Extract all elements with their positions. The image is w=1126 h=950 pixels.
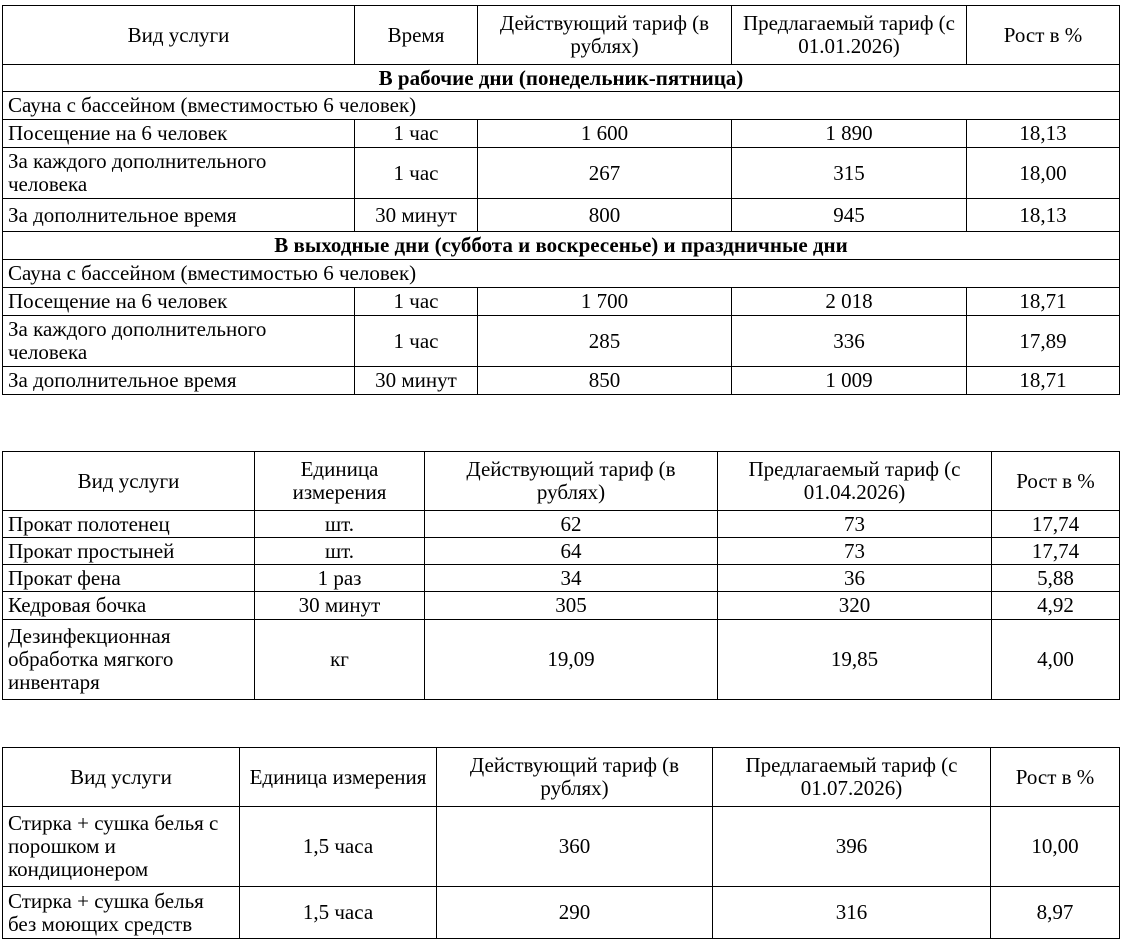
cell-unit: 1,5 часа (240, 887, 437, 939)
cell-time: 1 час (355, 316, 478, 367)
cell-growth: 10,00 (991, 807, 1120, 887)
table-row (3, 538, 1120, 565)
table-row (3, 288, 1120, 316)
cell-proposed: 1 890 (732, 120, 967, 148)
table-row (3, 199, 1120, 232)
table-row (3, 316, 1120, 367)
cell-unit: 1 раз (255, 565, 425, 592)
section-row (3, 232, 1120, 260)
cell-proposed: 73 (718, 511, 992, 538)
cell-current: 64 (425, 538, 718, 565)
cell-growth: 18,71 (967, 288, 1120, 316)
table-row (3, 120, 1120, 148)
header-current-tariff: Действующий тариф (в рублях) (425, 452, 718, 511)
cell-proposed: 396 (713, 807, 991, 887)
cell-growth: 4,00 (992, 620, 1120, 700)
section-weekends: В выходные дни (суббота и воскресенье) и праздничные дни (3, 232, 1120, 260)
section-weekdays: В рабочие дни (понедельник-пятница) (3, 65, 1120, 92)
table-row (3, 148, 1120, 199)
table-row (3, 620, 1120, 700)
table-row (3, 807, 1120, 887)
group-label: Сауна с бассейном (вместимостью 6 человек) (3, 260, 1120, 288)
cell-current: 1 700 (478, 288, 732, 316)
cell-unit: кг (255, 620, 425, 700)
table-header-row (3, 452, 1120, 511)
cell-proposed: 1 009 (732, 367, 967, 395)
cell-proposed: 36 (718, 565, 992, 592)
cell-current: 1 600 (478, 120, 732, 148)
cell-current: 62 (425, 511, 718, 538)
tariff-table-sauna (2, 5, 1120, 395)
tariff-table-laundry (2, 747, 1120, 939)
header-unit: Единица измерения (255, 452, 425, 511)
cell-growth: 18,00 (967, 148, 1120, 199)
cell-time: 30 минут (355, 199, 478, 232)
cell-service: Прокат полотенец (3, 511, 255, 538)
cell-growth: 17,89 (967, 316, 1120, 367)
cell-proposed: 315 (732, 148, 967, 199)
cell-time: 1 час (355, 148, 478, 199)
table-row (3, 887, 1120, 939)
cell-current: 800 (478, 199, 732, 232)
cell-growth: 18,71 (967, 367, 1120, 395)
group-row (3, 260, 1120, 288)
header-growth: Рост в % (991, 748, 1120, 807)
cell-service: За каждого дополнительного человека (3, 148, 355, 199)
cell-current: 360 (437, 807, 713, 887)
cell-proposed: 336 (732, 316, 967, 367)
cell-proposed: 316 (713, 887, 991, 939)
header-current-tariff: Действующий тариф (в рублях) (437, 748, 713, 807)
cell-unit: шт. (255, 538, 425, 565)
header-unit: Единица измерения (240, 748, 437, 807)
cell-service: За дополнительное время (3, 199, 355, 232)
cell-proposed: 19,85 (718, 620, 992, 700)
cell-growth: 17,74 (992, 511, 1120, 538)
tariff-table-rental (2, 451, 1120, 700)
header-service: Вид услуги (3, 6, 355, 65)
cell-service: Посещение на 6 человек (3, 120, 355, 148)
header-proposed-tariff: Предлагаемый тариф (с 01.01.2026) (732, 6, 967, 65)
cell-unit: 30 минут (255, 592, 425, 620)
cell-service: Стирка + сушка белья без моющих средств (3, 887, 240, 939)
cell-service: Прокат простыней (3, 538, 255, 565)
header-time: Время (355, 6, 478, 65)
cell-current: 285 (478, 316, 732, 367)
section-row (3, 65, 1120, 92)
cell-service: За каждого дополнительного человека (3, 316, 355, 367)
cell-service: За дополнительное время (3, 367, 355, 395)
header-proposed-tariff: Предлагаемый тариф (с 01.07.2026) (713, 748, 991, 807)
table-header-row (3, 6, 1120, 65)
table-header-row (3, 748, 1120, 807)
cell-growth: 4,92 (992, 592, 1120, 620)
cell-proposed: 945 (732, 199, 967, 232)
group-label: Сауна с бассейном (вместимостью 6 человек) (3, 92, 1120, 120)
cell-service: Стирка + сушка белья с порошком и кондиционером (3, 807, 240, 887)
header-proposed-tariff: Предлагаемый тариф (с 01.04.2026) (718, 452, 992, 511)
cell-growth: 8,97 (991, 887, 1120, 939)
cell-current: 34 (425, 565, 718, 592)
cell-current: 850 (478, 367, 732, 395)
cell-time: 1 час (355, 120, 478, 148)
cell-current: 305 (425, 592, 718, 620)
table-row (3, 565, 1120, 592)
table-row (3, 511, 1120, 538)
cell-proposed: 2 018 (732, 288, 967, 316)
cell-service: Посещение на 6 человек (3, 288, 355, 316)
cell-proposed: 73 (718, 538, 992, 565)
header-service: Вид услуги (3, 452, 255, 511)
cell-service: Прокат фена (3, 565, 255, 592)
header-growth: Рост в % (967, 6, 1120, 65)
table-row (3, 592, 1120, 620)
header-service: Вид услуги (3, 748, 240, 807)
cell-service: Дезинфекционная обработка мягкого инвентаря (3, 620, 255, 700)
cell-proposed: 320 (718, 592, 992, 620)
cell-unit: шт. (255, 511, 425, 538)
cell-current: 19,09 (425, 620, 718, 700)
cell-current: 290 (437, 887, 713, 939)
table-row (3, 367, 1120, 395)
cell-growth: 17,74 (992, 538, 1120, 565)
cell-service: Кедровая бочка (3, 592, 255, 620)
group-row (3, 92, 1120, 120)
cell-growth: 18,13 (967, 120, 1120, 148)
cell-growth: 18,13 (967, 199, 1120, 232)
header-current-tariff: Действующий тариф (в рублях) (478, 6, 732, 65)
cell-time: 30 минут (355, 367, 478, 395)
cell-unit: 1,5 часа (240, 807, 437, 887)
cell-time: 1 час (355, 288, 478, 316)
cell-growth: 5,88 (992, 565, 1120, 592)
cell-current: 267 (478, 148, 732, 199)
header-growth: Рост в % (992, 452, 1120, 511)
